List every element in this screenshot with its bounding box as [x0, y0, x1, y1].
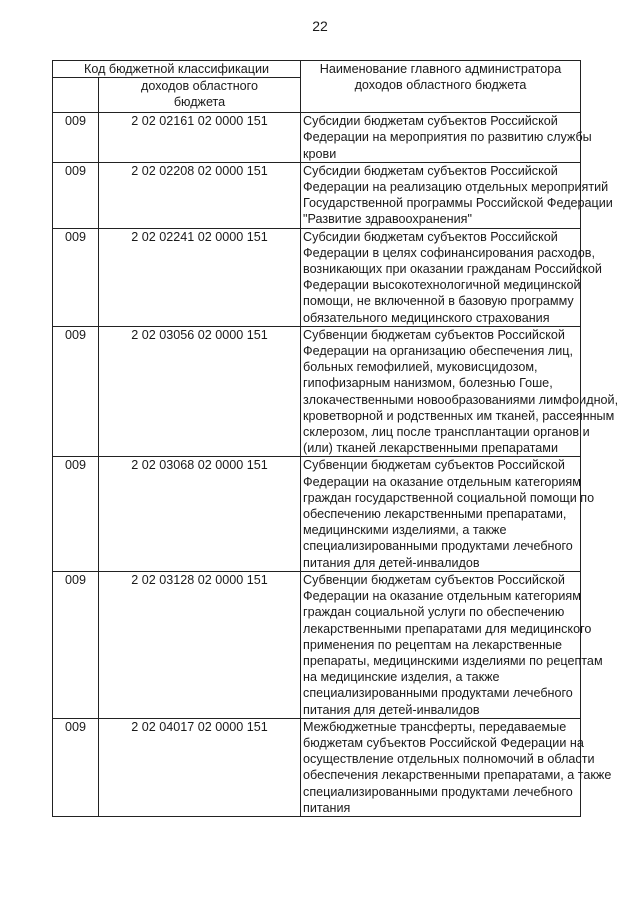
description-line: Федерации в целях софинансирования расходов,	[303, 245, 595, 260]
income-code-cell: 2 02 03056 02 0000 151	[99, 326, 301, 457]
description-line: злокачественными новообразованиями лимфоидной,	[303, 392, 619, 407]
header-row-top	[53, 61, 581, 78]
description-line: Субвенции бюджетам субъектов Российской	[303, 327, 565, 342]
header-admin-name: Наименование главного администратора доходов областного бюджета	[301, 61, 581, 113]
table-row	[53, 326, 581, 457]
description-line: питания	[303, 800, 351, 815]
table-header	[53, 61, 581, 113]
description-line: Федерации на оказание отдельным категориям	[303, 474, 581, 489]
description-line: больных гемофилией, муковисцидозом,	[303, 360, 538, 375]
header-income-line: доходов областного	[141, 79, 258, 94]
income-code-cell: 2 02 03068 02 0000 151	[99, 457, 301, 571]
description-line: гипофизарным нанизмом, болезнью Гоше,	[303, 376, 553, 391]
description-line: на медицинские изделия, а также	[303, 670, 500, 685]
description-line: "Развитие здравоохранения"	[303, 212, 472, 227]
description-line: Федерации высокотехнологичной медицинской	[303, 278, 581, 293]
admin-description-cell	[301, 718, 612, 816]
description-line: (или) тканей лекарственными препаратами	[303, 441, 558, 456]
description-line: Федерации на реализацию отдельных мероприятий	[303, 180, 609, 195]
description-line: Субсидии бюджетам субъектов Российской	[303, 163, 558, 178]
table-row	[53, 113, 581, 163]
description-line: помощи, не включенной в базовую программу	[303, 294, 574, 309]
income-code-cell: 2 02 02161 02 0000 151	[99, 113, 301, 163]
admin-description-cell	[301, 457, 595, 571]
table-row	[53, 571, 581, 718]
admin-description-cell	[301, 113, 592, 163]
table-row	[53, 228, 581, 326]
description-line: питания для детей-инвалидов	[303, 555, 480, 570]
description-line: возникающих при оказании гражданам Российской	[303, 262, 602, 277]
admin-description-cell	[301, 326, 619, 457]
description-line: медицинскими изделиями, а также	[303, 523, 507, 538]
admin-code-cell: 009	[53, 457, 99, 571]
header-income-line: бюджета	[173, 95, 226, 110]
description-line: кроветворной и родственных им тканей, рассеянным	[303, 408, 615, 423]
admin-description-cell	[301, 571, 603, 718]
description-line: Федерации на оказание отдельным категориям	[303, 589, 581, 604]
header-code-group: Код бюджетной классификации	[53, 61, 301, 78]
description-line: Федерации на организацию обеспечения лиц,	[303, 344, 573, 359]
header-admin-code	[53, 78, 99, 113]
admin-code-cell: 009	[53, 326, 99, 457]
admin-code-cell: 009	[53, 162, 99, 228]
admin-code-cell: 009	[53, 718, 99, 816]
table-row	[53, 457, 581, 571]
description-line: Федерации на мероприятия по развитию службы	[303, 130, 592, 145]
budget-classification-table	[52, 60, 619, 817]
description-line: граждан государственной социальной помощи по	[303, 490, 595, 505]
description-line: специализированными продуктами лечебного	[303, 784, 573, 799]
description-line: применения по рецептам на лекарственные	[303, 637, 563, 652]
admin-description-cell	[301, 228, 602, 326]
description-line: специализированными продуктами лечебного	[303, 686, 573, 701]
table-body	[53, 113, 619, 817]
description-line: специализированными продуктами лечебного	[303, 539, 573, 554]
admin-code-cell: 009	[53, 113, 99, 163]
income-code-cell: 2 02 03128 02 0000 151	[99, 571, 301, 718]
description-line: Государственной программы Российской Федерации	[303, 196, 613, 211]
description-line: Субсидии бюджетам субъектов Российской	[303, 114, 558, 129]
description-line: обязательного медицинского страхования	[303, 310, 550, 325]
income-code-cell: 2 02 02208 02 0000 151	[99, 162, 301, 228]
income-code-cell: 2 02 04017 02 0000 151	[99, 718, 301, 816]
admin-description-cell	[301, 162, 613, 228]
description-line: Субвенции бюджетам субъектов Российской	[303, 458, 565, 473]
description-line: склерозом, лиц после трансплантации органов и	[303, 425, 590, 440]
header-income-code	[99, 78, 301, 113]
page-number: 22	[312, 18, 328, 34]
table-row	[53, 718, 581, 816]
description-line: лекарственными препаратами для медицинского	[303, 621, 592, 636]
description-line: обеспечению лекарственными препаратами,	[303, 507, 567, 522]
description-line: Субвенции бюджетам субъектов Российской	[303, 572, 565, 587]
table-row	[53, 162, 581, 228]
description-line: препараты, медицинскими изделиями по рецептам	[303, 653, 603, 668]
description-line: Межбюджетные трансферты, передаваемые	[303, 719, 567, 734]
admin-code-cell: 009	[53, 228, 99, 326]
description-line: граждан социальной услуги по обеспечению	[303, 605, 565, 620]
income-code-cell: 2 02 02241 02 0000 151	[99, 228, 301, 326]
admin-code-cell: 009	[53, 571, 99, 718]
description-line: крови	[303, 146, 337, 161]
description-line: Субсидии бюджетам субъектов Российской	[303, 229, 558, 244]
description-line: бюджетам субъектов Российской Федерации на	[303, 735, 584, 750]
description-line: осуществление отдельных полномочий в области	[303, 752, 595, 767]
description-line: обеспечения лекарственными препаратами, а также	[303, 768, 612, 783]
description-line: питания для детей-инвалидов	[303, 702, 480, 717]
